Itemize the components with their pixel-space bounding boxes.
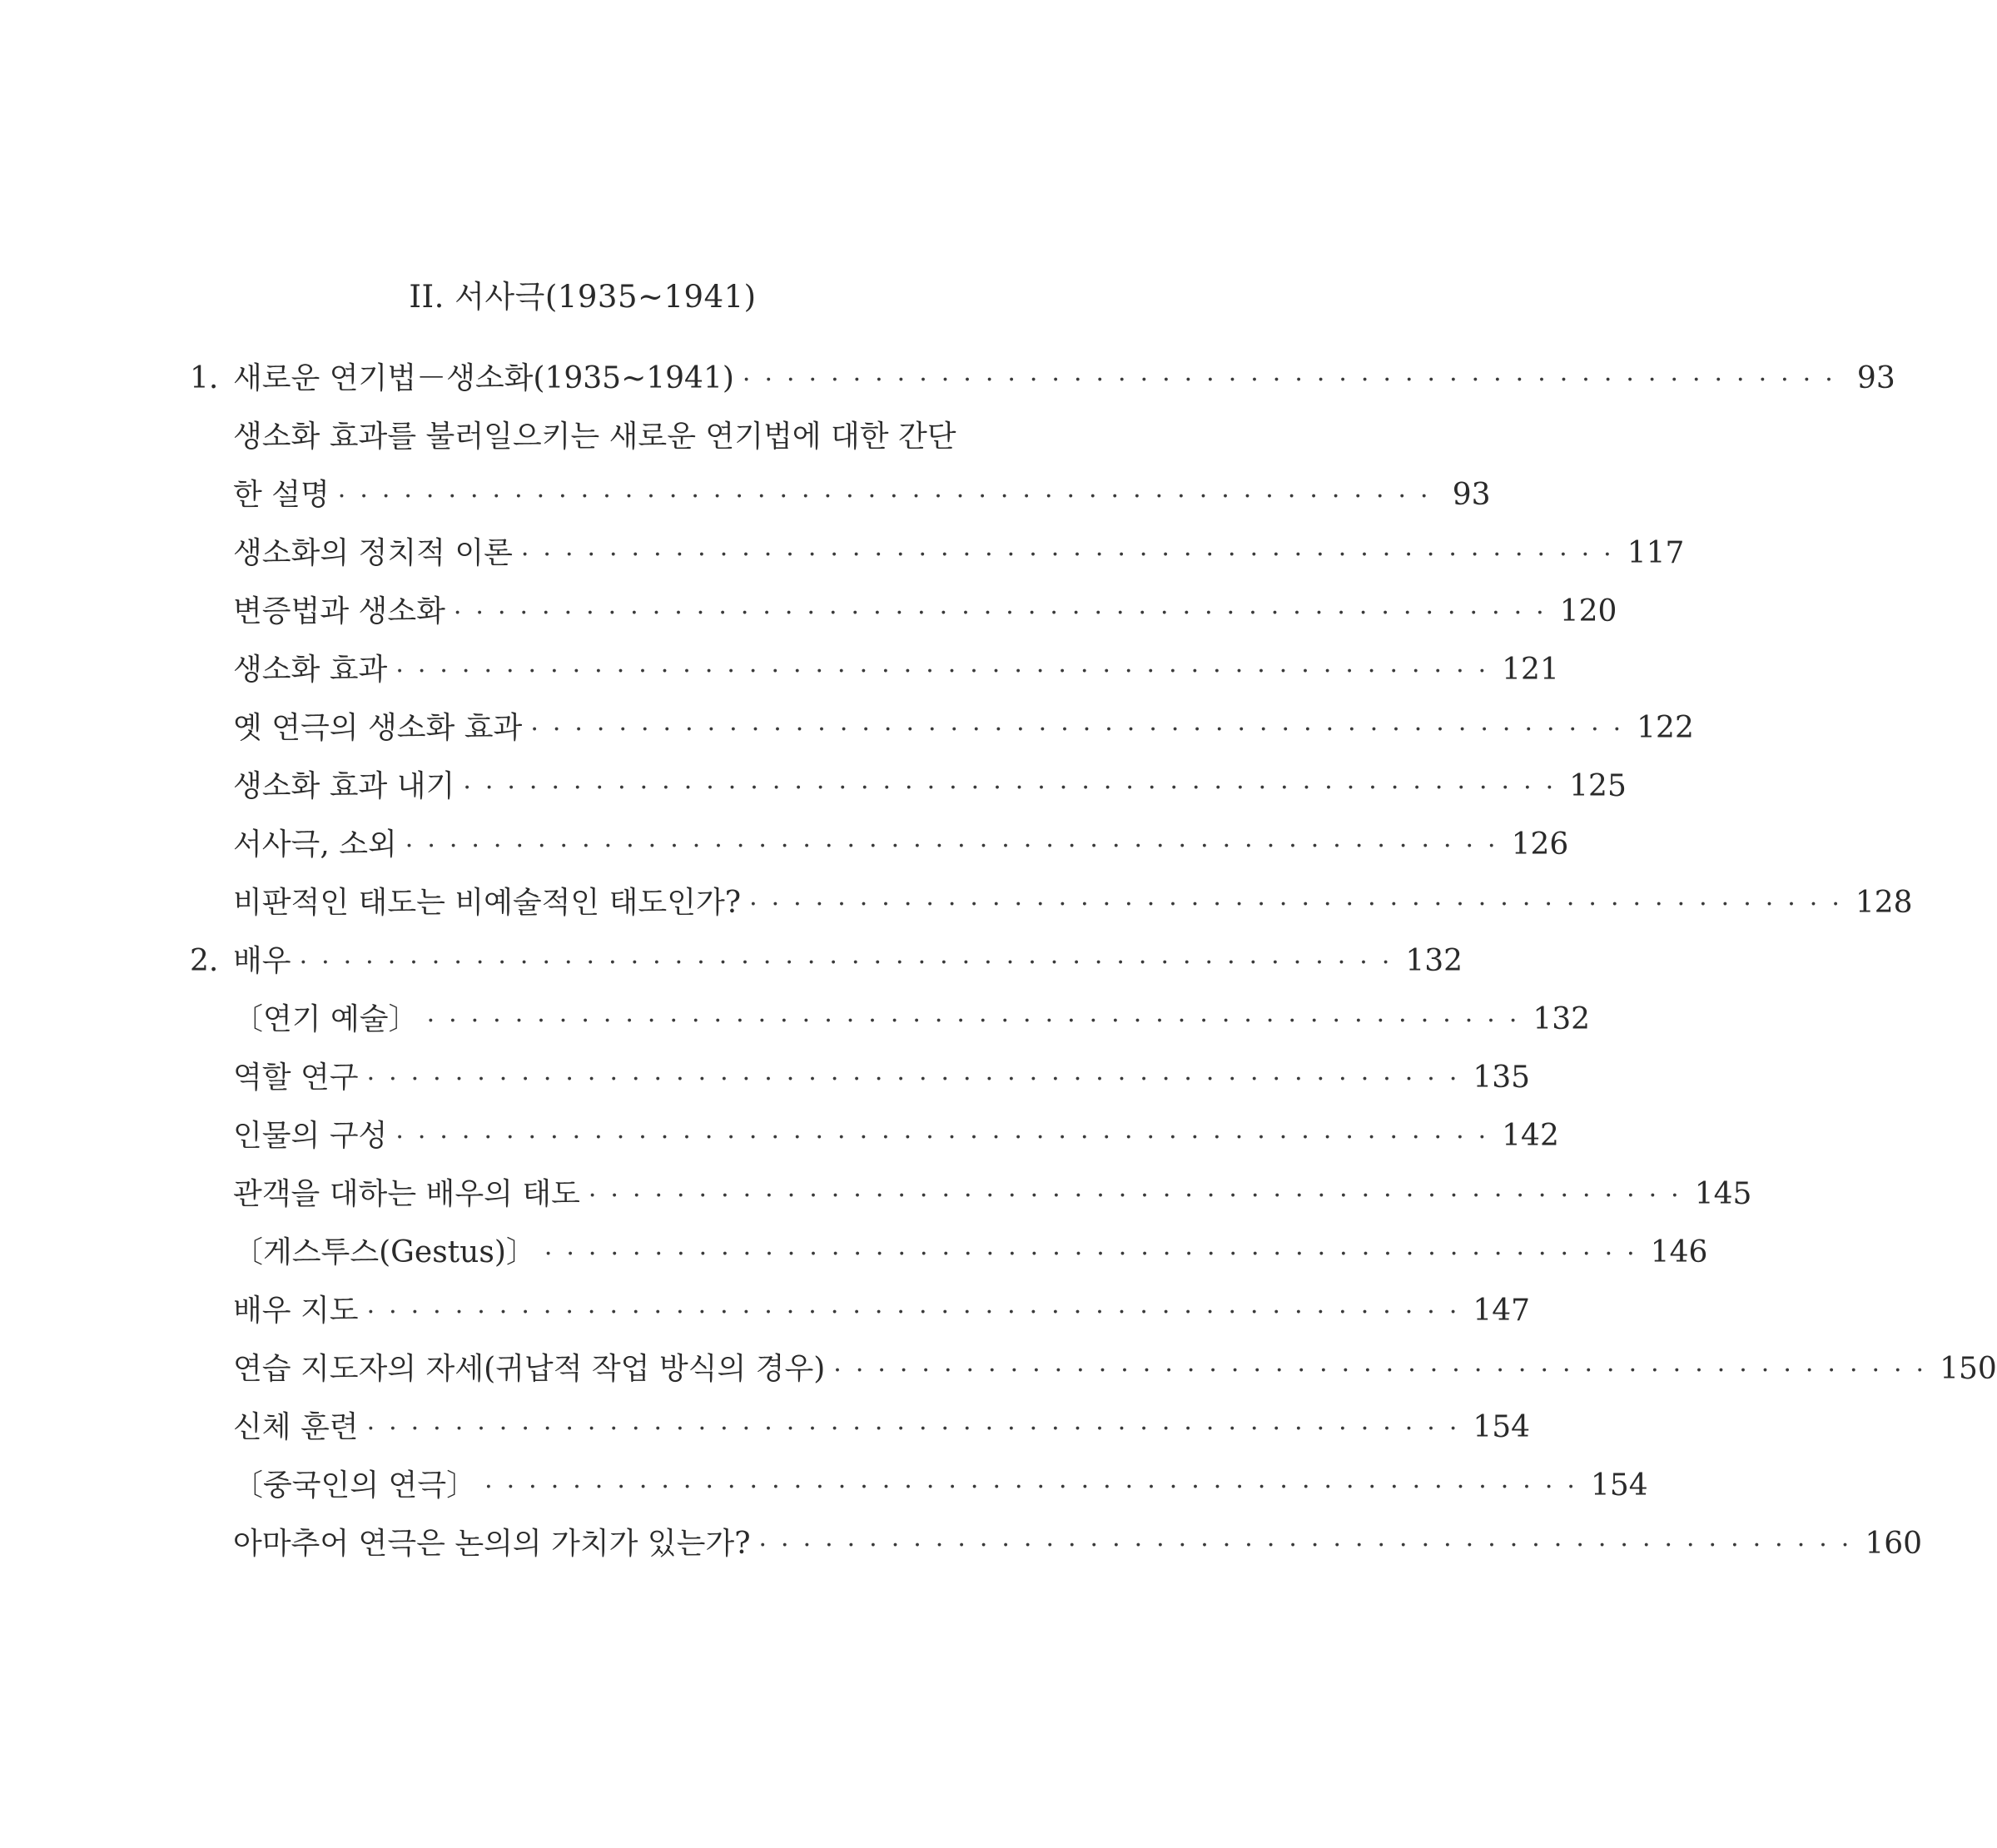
- toc-entry[interactable]: [190, 1165, 1752, 1224]
- dot-leader: ··················································: [426, 1006, 1532, 1036]
- entry-page-number: 132: [1405, 944, 1463, 978]
- entry-title: 생소화 효과 내기: [233, 769, 455, 803]
- toc-entry[interactable]: [190, 1282, 1531, 1340]
- entry-page-number: 117: [1627, 536, 1685, 570]
- dot-leader: ··················································: [299, 948, 1404, 977]
- entry-title: 아마추어 연극은 논의의 가치가 있는가?: [233, 1527, 751, 1561]
- entry-page-number: 146: [1650, 1235, 1708, 1269]
- toc-entry[interactable]: [190, 466, 1491, 524]
- toc-entry[interactable]: [190, 350, 1895, 408]
- entry-page-number: 160: [1865, 1527, 1923, 1561]
- entry-page-number: 121: [1502, 653, 1559, 687]
- entry-title: 한 설명: [233, 478, 330, 512]
- dot-leader: ··················································: [530, 715, 1636, 744]
- dot-leader: ··················································: [395, 657, 1501, 686]
- entry-page-number: 132: [1533, 1002, 1591, 1036]
- dot-leader: ··················································: [758, 1531, 1864, 1560]
- entry-title: 〔중국인의 연극〕: [233, 1468, 477, 1503]
- entry-title: 생소화 효과: [233, 653, 388, 687]
- toc-entry[interactable]: [190, 1224, 1708, 1282]
- dot-leader: ··················································: [520, 540, 1626, 569]
- toc-entry[interactable]: [190, 1107, 1559, 1165]
- toc-entry[interactable]: [190, 1457, 1648, 1515]
- entry-title: 새로운 연기법－생소화(1935~1941): [233, 361, 734, 395]
- entry-page-number: 135: [1473, 1061, 1531, 1095]
- toc-entry[interactable]: [190, 524, 1685, 583]
- entry-title: 배우: [233, 944, 291, 978]
- toc-entry[interactable]: [190, 932, 1463, 991]
- toc-entry[interactable]: [190, 991, 1591, 1049]
- entry-title: 역할 연구: [233, 1061, 359, 1095]
- toc-entry[interactable]: [190, 1515, 1923, 1573]
- dot-leader: ··················································: [463, 773, 1568, 802]
- entry-title: 서사극, 소외: [233, 827, 397, 862]
- toc-entry[interactable]: [190, 583, 1617, 641]
- entry-page-number: 126: [1511, 827, 1569, 862]
- entry-title: 인물의 구성: [233, 1119, 388, 1153]
- entry-page-number: 128: [1855, 886, 1913, 920]
- toc-entry[interactable]: [190, 816, 1569, 874]
- part-title: II. 서사극(1935~1941): [409, 279, 757, 315]
- entry-title: 변증법과 생소화: [233, 594, 445, 628]
- entry-page-number: 122: [1637, 711, 1694, 745]
- entry-page-number: 142: [1502, 1119, 1559, 1153]
- toc-entry[interactable]: [190, 408, 972, 466]
- entry-number: 2.: [190, 944, 219, 978]
- dot-leader: ··················································: [749, 890, 1854, 919]
- toc-entry[interactable]: [190, 874, 1913, 932]
- entry-title: 관객을 대하는 배우의 태도: [233, 1177, 580, 1211]
- entry-page-number: 120: [1559, 594, 1617, 628]
- entry-title: 신체 훈련: [233, 1410, 359, 1444]
- entry-title: 〔게스투스(Gestus)〕: [233, 1235, 536, 1269]
- dot-leader: ··················································: [366, 1414, 1472, 1443]
- entry-page-number: 93: [1452, 478, 1491, 512]
- entry-title: 연습 지도자의 자세(귀납적 작업 방식의 경우): [233, 1352, 826, 1386]
- entry-page-number: 154: [1473, 1410, 1531, 1444]
- dot-leader: ··················································: [588, 1181, 1693, 1210]
- toc-entry[interactable]: [190, 1340, 1997, 1398]
- dot-leader: ··················································: [453, 599, 1558, 628]
- toc-entry[interactable]: [190, 758, 1627, 816]
- entry-page-number: 145: [1694, 1177, 1752, 1211]
- entry-number: 1.: [190, 361, 219, 395]
- entry-title: 생소화의 정치적 이론: [233, 536, 513, 570]
- dot-leader: ··················································: [833, 1356, 1939, 1385]
- dot-leader: ··················································: [405, 832, 1510, 861]
- entry-page-number: 154: [1590, 1468, 1648, 1503]
- entry-title: 옛 연극의 생소화 효과: [233, 711, 523, 745]
- entry-page-number: 93: [1856, 361, 1895, 395]
- dot-leader: ··················································: [742, 365, 1847, 395]
- entry-title: 〔연기 예술〕: [233, 1002, 419, 1036]
- dot-leader: ··················································: [395, 1123, 1501, 1152]
- toc-entry[interactable]: [190, 699, 1694, 758]
- dot-leader: ··················································: [337, 482, 1443, 511]
- toc-entry[interactable]: [190, 1398, 1531, 1457]
- dot-leader: ··················································: [484, 1473, 1589, 1502]
- dot-leader: ··················································: [544, 1239, 1649, 1269]
- entry-title: 비판적인 태도는 비예술적인 태도인가?: [233, 886, 742, 920]
- table-of-contents: [190, 350, 1997, 1573]
- dot-leader: ··················································: [366, 1298, 1472, 1327]
- entry-title: 배우 지도: [233, 1294, 359, 1328]
- dot-leader: ··················································: [366, 1065, 1472, 1094]
- toc-entry[interactable]: [190, 1049, 1531, 1107]
- toc-entry[interactable]: [190, 641, 1559, 699]
- entry-page-number: 150: [1940, 1352, 1997, 1386]
- entry-title: 생소화 효과를 불러일으키는 새로운 연기법에 대한 간단: [233, 420, 956, 454]
- entry-page-number: 147: [1473, 1294, 1531, 1328]
- entry-page-number: 125: [1569, 769, 1627, 803]
